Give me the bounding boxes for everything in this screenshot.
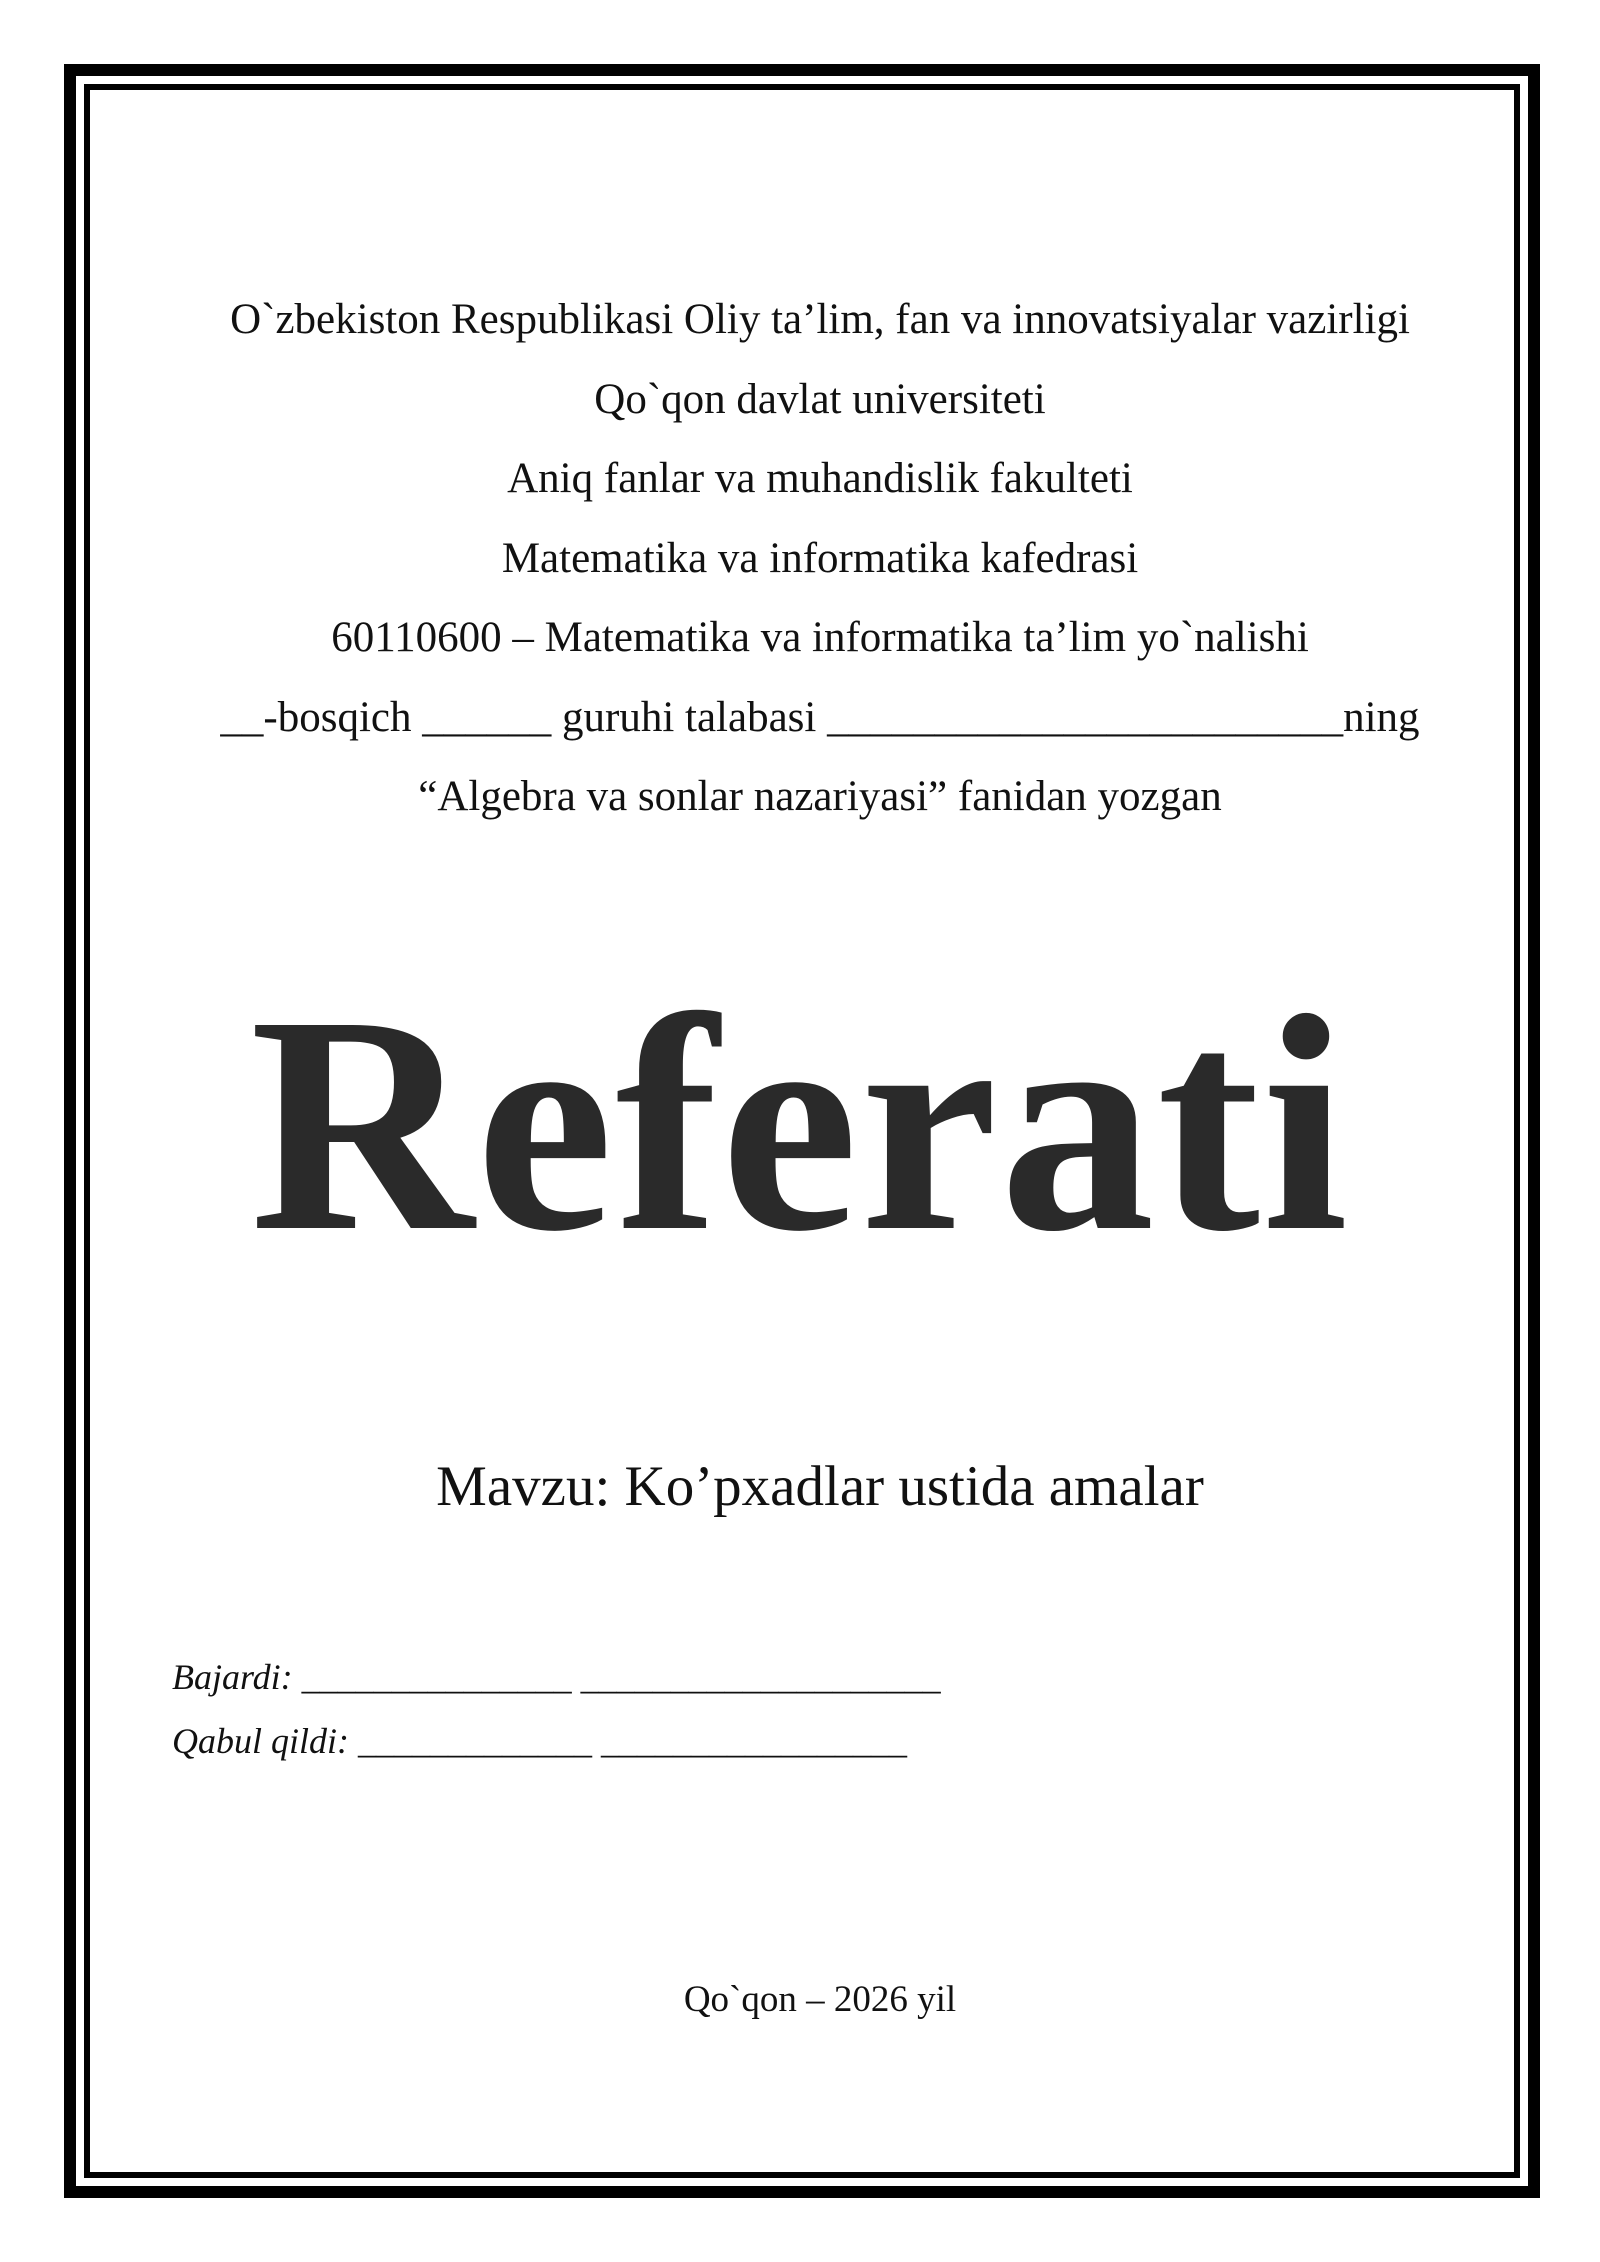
department-name: Matematika va informatika kafedrasi bbox=[501, 534, 1139, 582]
student-line: __-bosqich ______ guruhi talabasi ________________________ning bbox=[220, 693, 1420, 741]
ministry-name: O`zbekiston Respublikasi Oliy ta’lim, fan va innovatsiyalar vazirligi bbox=[230, 296, 1410, 343]
topic-line: Mavzu: Ko’pxadlar ustida amalar bbox=[436, 1455, 1204, 1518]
performed-by-line bbox=[172, 1655, 941, 1699]
accepted-by-blanks: _____________ _________________ bbox=[349, 1721, 907, 1761]
faculty-name: Aniq fanlar va muhandislik fakulteti bbox=[507, 455, 1133, 502]
performed-by-blanks: _______________ ____________________ bbox=[292, 1657, 941, 1697]
accepted-by-line bbox=[172, 1719, 907, 1763]
program-line: 60110600 – Matematika va informatika ta’lim yo`nalishi bbox=[331, 614, 1309, 661]
document-title: Referati bbox=[249, 953, 1351, 1296]
subject-line: “Algebra va sonlar nazariyasi” fanidan yozgan bbox=[418, 773, 1222, 820]
accepted-by-label: Qabul qildi: bbox=[172, 1721, 349, 1761]
university-name: Qo`qon davlat universiteti bbox=[594, 375, 1046, 423]
performed-by-label: Bajardi: bbox=[172, 1657, 293, 1697]
title-page-header bbox=[120, 280, 1520, 837]
place-year-footer: Qo`qon – 2026 yil bbox=[683, 1979, 957, 2020]
